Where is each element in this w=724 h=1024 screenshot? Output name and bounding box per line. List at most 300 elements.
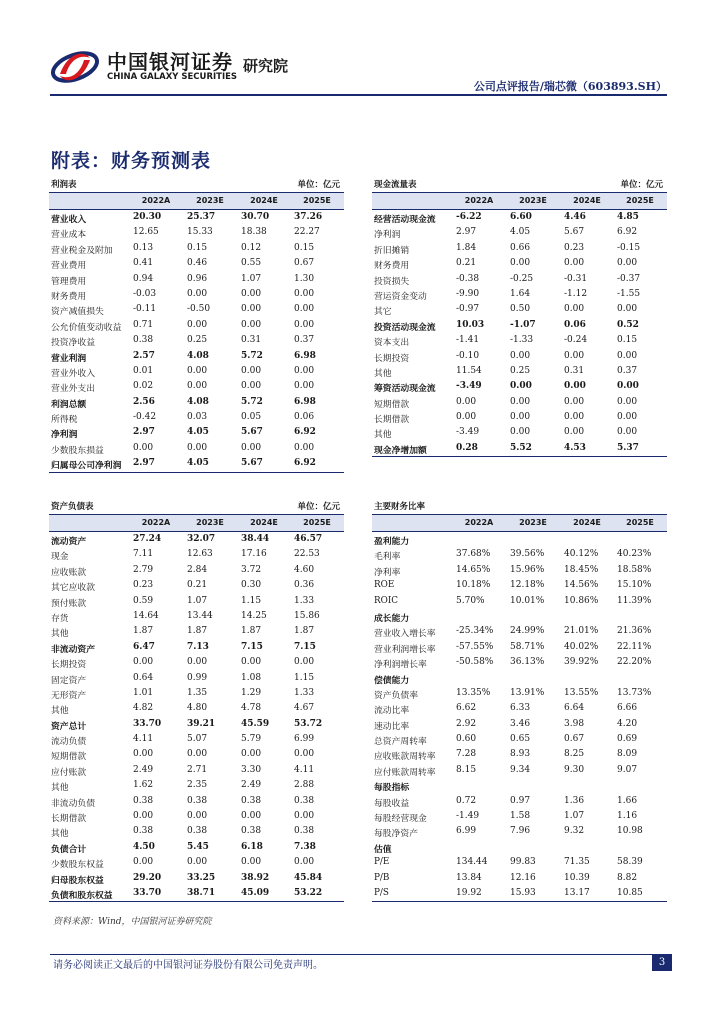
cell-value: 2.88 [294,780,315,791]
cell-value: 22.27 [294,227,320,238]
cell-value: 0.00 [617,350,638,361]
cell-value: 4.08 [187,396,209,407]
row-label: 现金净增加额 [374,445,427,456]
column-header: 2024E [573,518,601,527]
cell-value: 10.98 [617,826,643,837]
row-label: 预付账款 [51,598,87,609]
cell-value: 37.26 [294,212,323,222]
table-row [49,225,344,240]
cell-value: 39.92% [564,657,599,668]
cell-value: 0.99 [187,672,208,683]
cell-value: 0.23 [133,580,154,591]
cell-value: 58.39 [617,857,643,868]
row-label: 现金 [51,552,69,563]
row-label: 盈利能力 [374,537,410,547]
cell-value: 0.55 [241,258,262,269]
row-label: 偿债能力 [374,675,410,686]
cell-value: -3.49 [456,381,482,392]
cell-value: 40.23% [617,549,652,560]
row-label: ROE [374,580,395,591]
cell-value: 0.36 [294,580,315,591]
cell-value: 6.64 [564,703,585,714]
cell-value: 7.15 [294,641,316,652]
row-label: 速动比率 [374,721,410,732]
cell-value: 0.00 [187,442,208,453]
cell-value: 5.67 [241,458,263,469]
cell-value: 6.99 [294,734,315,745]
cell-value: 7.11 [133,549,154,560]
row-label: 投资净收益 [51,338,95,349]
cell-value: 0.13 [133,242,154,253]
table-row [372,379,667,394]
row-label: 营业收入 [51,215,87,225]
cell-value: 3.98 [564,718,585,729]
cell-value: 1.87 [187,626,208,637]
cell-value: 22.20% [617,657,652,668]
row-label: 每股净资产 [374,829,418,840]
table-row [372,578,667,593]
table-row [372,671,667,686]
cell-value: 0.00 [617,258,638,269]
row-label: 财务费用 [374,261,410,272]
cell-value: 0.00 [294,442,315,453]
cell-value: 0.37 [617,365,638,376]
cell-value: 0.00 [241,381,262,392]
cell-value: 0.25 [510,365,531,376]
cell-value: 0.00 [187,657,208,668]
column-header: 2023E [196,518,224,527]
column-header: 2024E [250,518,278,527]
row-label: P/S [374,887,389,898]
cell-value: 33.25 [187,872,216,883]
cell-value: 9.30 [564,764,585,775]
row-label: 流动比率 [374,706,410,717]
table-row [372,547,667,562]
cell-value: 8.25 [564,749,585,760]
row-label: 营业费用 [51,261,87,272]
cell-value: 1.33 [294,687,315,698]
page-title: 附表：财务预测表 [51,150,212,172]
row-label: P/E [374,857,390,868]
cell-value: 32.07 [187,534,216,544]
table-row [372,732,667,747]
cell-value: 0.94 [133,273,154,284]
balance-sheet-table [49,498,344,902]
cell-value: 0.00 [187,365,208,376]
cell-value: 9.34 [510,764,531,775]
cell-value: 13.55% [564,687,599,698]
cell-value: 0.38 [133,826,154,837]
cell-value: 0.00 [294,657,315,668]
cell-value: 4.50 [133,841,155,852]
table-row [49,349,344,364]
cell-value: 0.31 [564,365,585,376]
cell-value: 4.80 [187,703,208,714]
cell-value: 5.37 [617,442,639,453]
cell-value: 0.38 [187,826,208,837]
cell-value: 0.12 [241,242,262,253]
table-row [372,272,667,287]
cell-value: 0.05 [241,412,262,423]
cell-value: 1.58 [510,811,531,822]
table-row [372,594,667,609]
cell-value: 37.68% [456,549,491,560]
table-row [372,318,667,333]
table-row [372,225,667,240]
table-row [49,364,344,379]
row-label: 投资损失 [374,276,410,287]
table-row [372,287,667,302]
cell-value: 0.23 [564,242,585,253]
cell-value: 0.00 [133,811,154,822]
table-row [49,256,344,271]
cell-value: 0.00 [617,396,638,407]
cell-value: -25.34% [456,626,494,637]
cell-value: 17.16 [241,549,267,560]
column-header-row [372,515,667,532]
cell-value: 0.52 [617,319,639,330]
row-label: 每股经营现金 [374,814,427,825]
cell-value: 0.38 [187,795,208,806]
row-label: 存货 [51,613,69,624]
row-label: 资本支出 [374,338,410,349]
cell-value: 18.45% [564,564,599,575]
cell-value: 0.00 [133,749,154,760]
cell-value: 1.16 [617,811,638,822]
row-label: 资产总计 [51,721,87,732]
row-label: 营业税金及附加 [51,245,113,256]
row-label: 应收账款 [51,567,87,578]
table-row [372,794,667,809]
table-row [372,441,667,456]
row-label: 归属母公司净利润 [51,461,122,472]
cell-value: 0.00 [187,319,208,330]
cell-value: 4.78 [241,703,262,714]
cell-value: -0.31 [564,273,588,284]
table-row [372,395,667,410]
row-label: 应付账款 [51,767,87,778]
cell-value: 15.93 [510,887,536,898]
cell-value: 0.00 [564,350,585,361]
institute-label: 研究院 [243,57,289,75]
cell-value: 7.96 [510,826,531,837]
cell-value: 33.70 [133,718,162,729]
cell-value: 12.65 [133,227,159,238]
table-row [49,640,344,655]
cell-value: 0.38 [241,826,262,837]
cell-value: 0.60 [456,734,477,745]
cell-value: 7.28 [456,749,477,760]
cell-value: 0.69 [617,734,638,745]
cell-value: 0.37 [294,335,315,346]
table-row [49,532,344,547]
table-row [49,441,344,456]
table-row [49,671,344,686]
row-label: 长期投资 [374,353,410,364]
table-row [49,395,344,410]
column-header: 2022A [141,518,171,527]
cell-value: 0.72 [456,795,477,806]
cell-value: 0.00 [294,811,315,822]
cell-value: 4.11 [133,734,154,745]
cell-value: 0.67 [564,734,585,745]
cell-value: 3.72 [241,564,262,575]
table-row [49,425,344,440]
table-row [372,655,667,670]
column-header: 2023E [196,196,224,205]
cell-value: 0.00 [294,365,315,376]
page-header [0,0,724,110]
cell-value: 99.83 [510,857,536,868]
cell-value: 1.07 [564,811,585,822]
row-label: 其他 [51,829,69,840]
table-row [372,333,667,348]
table-unit: 单位：亿元 [297,180,340,190]
row-label: 固定资产 [51,675,87,686]
table-row [49,717,344,732]
column-header: 2025E [626,518,654,527]
table-bottom-rule [372,901,667,902]
cell-value: 40.02% [564,641,599,652]
table-row [372,609,667,624]
cell-value: 11.54 [456,365,482,376]
cell-value: -50.58% [456,657,494,668]
row-label: 营业利润增长率 [374,644,436,655]
table-row [372,532,667,547]
table-row [49,594,344,609]
cell-value: 0.00 [510,381,532,392]
cell-value: 10.03 [456,319,485,330]
cell-value: 71.35 [564,857,590,868]
cell-value: 8.82 [617,872,638,883]
row-label: 营业外支出 [51,384,95,395]
row-label: 少数股东权益 [51,860,104,871]
cell-value: 4.53 [564,442,586,453]
cell-value: 19.92 [456,887,482,898]
table-row [49,840,344,855]
cell-value: -1.55 [617,288,641,299]
cell-value: 6.47 [133,641,155,652]
cell-value: 0.67 [294,258,315,269]
cell-value: -0.15 [617,242,641,253]
table-row [49,379,344,394]
cell-value: 18.38 [241,227,267,238]
cell-value: 0.97 [510,795,531,806]
cell-value: 1.15 [294,672,315,683]
cell-value: 1.07 [187,595,208,606]
cell-value: 25.37 [187,212,216,222]
cell-value: -0.03 [133,288,157,299]
table-row [49,763,344,778]
cell-value: 15.86 [294,610,320,621]
table-bottom-rule [49,472,344,473]
table-row [372,763,667,778]
cell-value: 4.11 [294,764,315,775]
cell-value: 0.00 [241,365,262,376]
cell-value: 13.91% [510,687,545,698]
cell-value: 0.31 [241,335,262,346]
cell-value: 0.00 [294,319,315,330]
cell-value: 0.21 [456,258,477,269]
table-row [372,563,667,578]
cell-value: 0.66 [510,242,531,253]
cell-value: 0.46 [187,258,208,269]
row-label: 流动资产 [51,537,87,547]
cell-value: 0.28 [456,442,478,453]
table-unit: 单位：亿元 [297,502,340,512]
cell-value: 0.00 [294,381,315,392]
cell-value: 14.64 [133,610,159,621]
cell-value: 4.85 [617,212,639,222]
cell-value: 45.84 [294,872,323,883]
row-label: 净利率 [374,567,401,578]
row-label: 折旧摊销 [374,245,410,256]
table-row [49,609,344,624]
cell-value: 0.00 [294,304,315,315]
table-row [372,364,667,379]
cell-value: 4.08 [187,350,209,361]
row-label: 所得税 [51,415,78,426]
row-label: 归母股东权益 [51,875,104,886]
table-row [49,871,344,886]
row-label: 资产减值损失 [51,307,104,318]
cell-value: 1.07 [241,273,262,284]
page-number: 3 [652,955,672,971]
column-header: 2023E [519,196,547,205]
cell-value: 5.52 [510,442,532,453]
row-label: 其它应收款 [51,583,95,594]
cell-value: 46.57 [294,534,323,544]
table-row [49,701,344,716]
cell-value: 0.00 [510,350,531,361]
cell-value: 14.25 [241,610,267,621]
cell-value: 5.70% [456,595,485,606]
table-row [49,547,344,562]
cell-value: 24.99% [510,626,545,637]
cell-value: 0.00 [294,857,315,868]
cell-value: 1.30 [294,273,315,284]
cell-value: 0.00 [456,396,477,407]
cell-value: 3.46 [510,718,531,729]
cell-value: 1.64 [510,288,531,299]
cell-value: 4.60 [294,564,315,575]
column-header: 2022A [464,196,494,205]
table-row [372,778,667,793]
cell-value: 0.03 [187,412,208,423]
cell-value: 53.72 [294,718,323,729]
cell-value: 2.97 [456,227,477,238]
cell-value: 10.18% [456,580,491,591]
cell-value: 0.00 [241,442,262,453]
cell-value: 15.33 [187,227,213,238]
cell-value: 1.62 [133,780,154,791]
table-row [372,624,667,639]
cell-value: 22.11% [617,641,652,652]
cell-value: 0.00 [241,304,262,315]
table-row [49,333,344,348]
cell-value: 0.38 [133,335,154,346]
cell-value: 7.38 [294,841,316,852]
cell-value: -57.55% [456,641,494,652]
cell-value: 0.00 [510,396,531,407]
column-header: 2025E [626,196,654,205]
cell-value: 39.21 [187,718,216,729]
table-row [372,855,667,870]
cell-value: 10.01% [510,595,545,606]
cell-value: 8.09 [617,749,638,760]
cell-value: 2.49 [133,764,154,775]
row-label: 成长能力 [374,613,410,624]
header-divider [50,94,667,96]
cell-value: 1.87 [133,626,154,637]
table-row [49,794,344,809]
cell-value: 3.30 [241,764,262,775]
row-label: 总资产周转率 [374,737,427,748]
cell-value: 0.30 [241,580,262,591]
cell-value: 0.15 [294,242,315,253]
row-label: 其他 [51,629,69,640]
cell-value: 0.21 [187,580,208,591]
cell-value: 4.05 [187,427,209,438]
row-label: 短期借款 [51,752,87,763]
cell-value: 0.00 [617,427,638,438]
cell-value: 40.12% [564,549,599,560]
row-label: 流动负债 [51,737,87,748]
cell-value: -0.25 [510,273,534,284]
cell-value: 58.71% [510,641,545,652]
cell-value: 6.99 [456,826,477,837]
table-name: 利润表 [51,180,77,190]
table-row [372,886,667,901]
cell-value: 2.97 [133,458,155,469]
table-row [49,287,344,302]
row-label: 其他 [374,368,392,379]
cell-value: 13.84 [456,872,482,883]
cell-value: 2.57 [133,350,155,361]
cell-value: 6.33 [510,703,531,714]
cell-value: 0.00 [617,304,638,315]
cell-value: 0.00 [510,412,531,423]
cell-value: -0.42 [133,412,157,423]
column-header-row [372,193,667,210]
row-label: 无形资产 [51,690,87,701]
table-bottom-rule [372,456,667,457]
table-row [372,302,667,317]
cell-value: 1.15 [241,595,262,606]
table-row [49,855,344,870]
cell-value: 6.92 [294,458,316,469]
table-row [49,456,344,471]
row-label: 营业收入增长率 [374,629,436,640]
row-label: 毛利率 [374,552,401,563]
cell-value: 0.00 [564,427,585,438]
table-row [372,410,667,425]
cell-value: 29.20 [133,872,162,883]
cell-value: -9.90 [456,288,480,299]
cell-value: 11.39% [617,595,652,606]
cell-value: 6.92 [294,427,316,438]
cell-value: -1.49 [456,811,480,822]
cell-value: 0.00 [564,381,586,392]
cell-value: 0.50 [510,304,531,315]
table-row [372,425,667,440]
cell-value: 0.00 [564,258,585,269]
cell-value: 1.84 [456,242,477,253]
cell-value: 15.96% [510,564,545,575]
cell-value: 0.00 [241,288,262,299]
cell-value: 0.00 [187,381,208,392]
cell-value: 10.85 [617,887,643,898]
